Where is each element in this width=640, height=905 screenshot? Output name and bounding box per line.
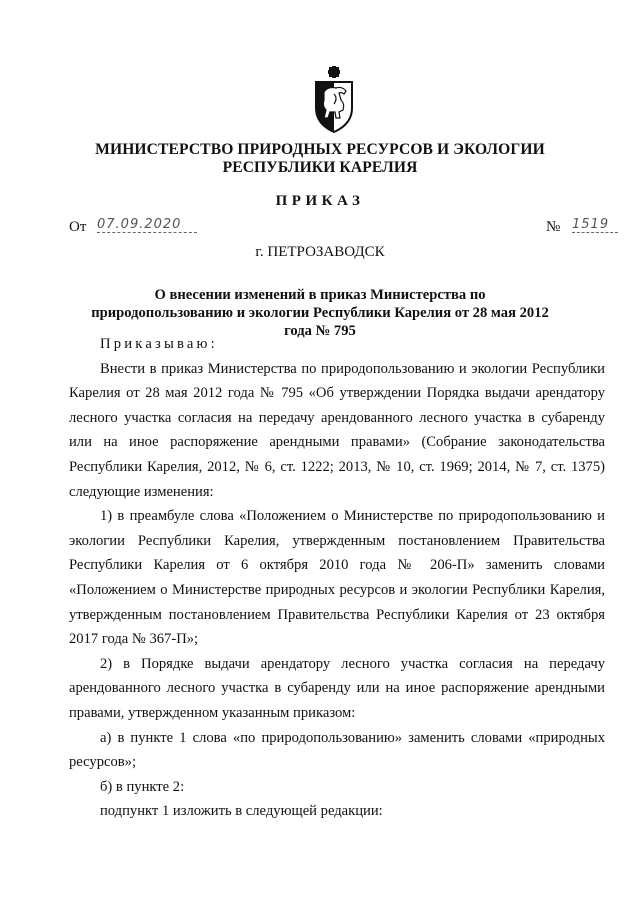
number-label: №: [546, 219, 561, 235]
paragraph-1: Внести в приказ Министерства по природопользованию и экологии Республики Карелия от 28 мая 2012 года № 795 «Об утверждении Порядка выдачи арендатору лесного участка согласия на передачу арендованного лесного участка в субаренду или на иное распоряжение арендными правами» (Собрание законодательства Республики Карелия, 2012, № 6, ст. 1222; 2013, № 10, ст. 1969; 2014, № 7, ст. 1375) следующие изменения:: [69, 360, 605, 500]
ministry-name-line-2: РЕСПУБЛИКИ КАРЕЛИЯ: [222, 159, 418, 176]
document-type-title: ПРИКАЗ: [275, 193, 365, 209]
handwritten-date: 07.09.2020: [97, 218, 197, 233]
ministry-name-line-1: МИНИСТЕРСТВО ПРИРОДНЫХ РЕСУРСОВ И ЭКОЛОГИИ: [95, 141, 545, 158]
document-body: [69, 332, 605, 824]
paragraph-4: а) в пункте 1 слова «по природопользованию» заменить словами «природных ресурсов»;: [69, 729, 605, 771]
republic-of-karelia-coat-of-arms-emblem: [312, 64, 356, 134]
document-subject: О внесении изменений в приказ Министерства по природопользованию и экологии Республики Карелия от 28 мая 2012 года № 795: [91, 287, 549, 339]
paragraph-6: подпункт 1 изложить в следующей редакции:: [100, 803, 383, 820]
order-word: Приказываю:: [100, 336, 218, 352]
paragraph-2: 1) в преамбуле слова «Положением о Министерстве по природопользованию и экологии Республики Карелия, утвержденным постановлением Правительства Республики Карелия от 6 октября 2010 года № 206-П» заменить словами «Положением о Министерстве природных ресурсов и экологии Республики Карелия, утвержденным постановлением Правительства Республики Карелия от 23 октября 2017 года № 367-П»;: [69, 508, 605, 648]
handwritten-number: 1519: [572, 218, 618, 233]
city-name: г. ПЕТРОЗАВОДСК: [255, 244, 385, 260]
date-label: От: [69, 219, 87, 235]
paragraph-5: б) в пункте 2:: [100, 778, 185, 795]
paragraph-3: 2) в Порядке выдачи арендатору лесного участка согласия на передачу арендованного лесного участка в субаренду или на иное распоряжение арендными правами, утвержденном указанным приказом:: [69, 655, 605, 721]
